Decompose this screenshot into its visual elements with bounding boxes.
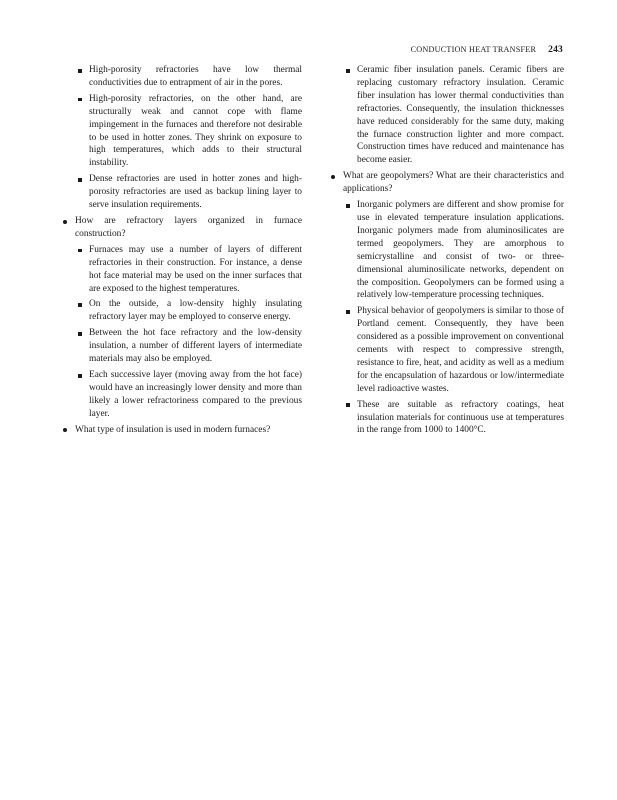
list-item-text: Ceramic fiber insulation panels. Ceramic fibers are replacing customary refractory insulation. Ceramic fiber insulation has lower thermal conductivities than refractories. Consequently, the insulation thicknesses have reduced considerably for the same duty, making the furnace construction lighter and more compact. Construction times have reduced and maintenance has become easier. bbox=[357, 65, 564, 166]
list-item bbox=[330, 199, 564, 302]
question-text: What type of insulation is used in modern furnaces? bbox=[75, 424, 271, 435]
list-item bbox=[62, 93, 302, 170]
page-number: 243 bbox=[548, 45, 563, 55]
list-item bbox=[62, 64, 302, 90]
square-bullet-icon bbox=[346, 310, 350, 314]
list-item-text: Inorganic polymers are different and show promise for use in elevated temperature insulation applications. Inorganic polymers made from aluminosilicates are termed geopolymers. They are amorphous to semicrystalline and consist of two- or three-dimensional aluminosilicate networks, dependent on the composition. Geopolymers can be formed using a relatively low-temperature processing techniques. bbox=[357, 200, 564, 301]
square-bullet-icon bbox=[78, 69, 82, 73]
list-item bbox=[62, 369, 302, 421]
list-item bbox=[62, 298, 302, 324]
round-bullet-icon bbox=[63, 428, 67, 432]
square-bullet-icon bbox=[346, 204, 350, 208]
list-item-text: On the outside, a low-density highly insulating refractory layer may be employed to conserve energy. bbox=[89, 299, 302, 323]
list-item bbox=[330, 305, 564, 395]
round-bullet-icon bbox=[63, 220, 67, 224]
list-item-text: These are suitable as refractory coatings, heat insulation materials for continuous use at temperatures in the range from 1000 to 1400°C. bbox=[357, 399, 564, 436]
square-bullet-icon bbox=[346, 403, 350, 407]
question-item bbox=[330, 170, 564, 437]
left-list bbox=[62, 64, 302, 436]
square-bullet-icon bbox=[346, 69, 350, 73]
running-title: CONDUCTION HEAT TRANSFER bbox=[410, 45, 537, 54]
question-item bbox=[62, 215, 302, 421]
question-text: What are geopolymers? What are their characteristics and applications? bbox=[343, 171, 564, 195]
right-list bbox=[330, 64, 564, 437]
list-item bbox=[62, 244, 302, 296]
question-text: How are refractory layers organized in furnace construction? bbox=[75, 215, 302, 239]
answer-list bbox=[75, 244, 302, 421]
square-bullet-icon bbox=[78, 249, 82, 253]
square-bullet-icon bbox=[78, 374, 82, 378]
right-column bbox=[330, 64, 564, 440]
square-bullet-icon bbox=[78, 332, 82, 336]
left-column bbox=[62, 64, 302, 439]
square-bullet-icon bbox=[78, 303, 82, 307]
list-item bbox=[330, 399, 564, 438]
list-item-text: Physical behavior of geopolymers is similar to those of Portland cement. Consequently, they have been considered as a possible improvement on conventional cements with respect to compressive strength, resistance to fire, heat, and acidity as well as a medium for the encapsulation of hazardous or low/intermediate level radioactive wastes. bbox=[357, 306, 564, 394]
question-item bbox=[62, 424, 302, 437]
list-item bbox=[62, 173, 302, 212]
list-item-text: Between the hot face refractory and the low-density insulation, a number of different layers of intermediate materials may also be employed. bbox=[89, 328, 302, 365]
list-item bbox=[62, 327, 302, 366]
list-item-text: High-porosity refractories have low thermal conductivities due to entrapment of air in the pores. bbox=[89, 65, 302, 88]
list-item-text: Each successive layer (moving away from the hot face) would have an increasingly lower density and more than likely a lower refractoriness compared to the previous layer. bbox=[89, 369, 302, 419]
running-head bbox=[411, 44, 563, 55]
list-item bbox=[330, 64, 564, 167]
list-item-text: Dense refractories are used in hotter zones and high-porosity refractories are used as backup lining layer to serve insulation requirements. bbox=[89, 174, 302, 211]
list-item-text: Furnaces may use a number of layers of different refractories in their construction. For instance, a dense hot face material may be used on the inner surfaces that are exposed to the highest temperatures. bbox=[89, 244, 302, 294]
answer-list bbox=[343, 199, 564, 437]
round-bullet-icon bbox=[331, 175, 335, 179]
square-bullet-icon bbox=[78, 178, 82, 182]
square-bullet-icon bbox=[78, 98, 82, 102]
list-item-text: High-porosity refractories, on the other hand, are structurally weak and cannot cope with flame impingement in the furnaces and therefore not desirable to be used in hotter zones. They shrink on exposure to high temperatures, which adds to their structural instability. bbox=[89, 93, 302, 169]
